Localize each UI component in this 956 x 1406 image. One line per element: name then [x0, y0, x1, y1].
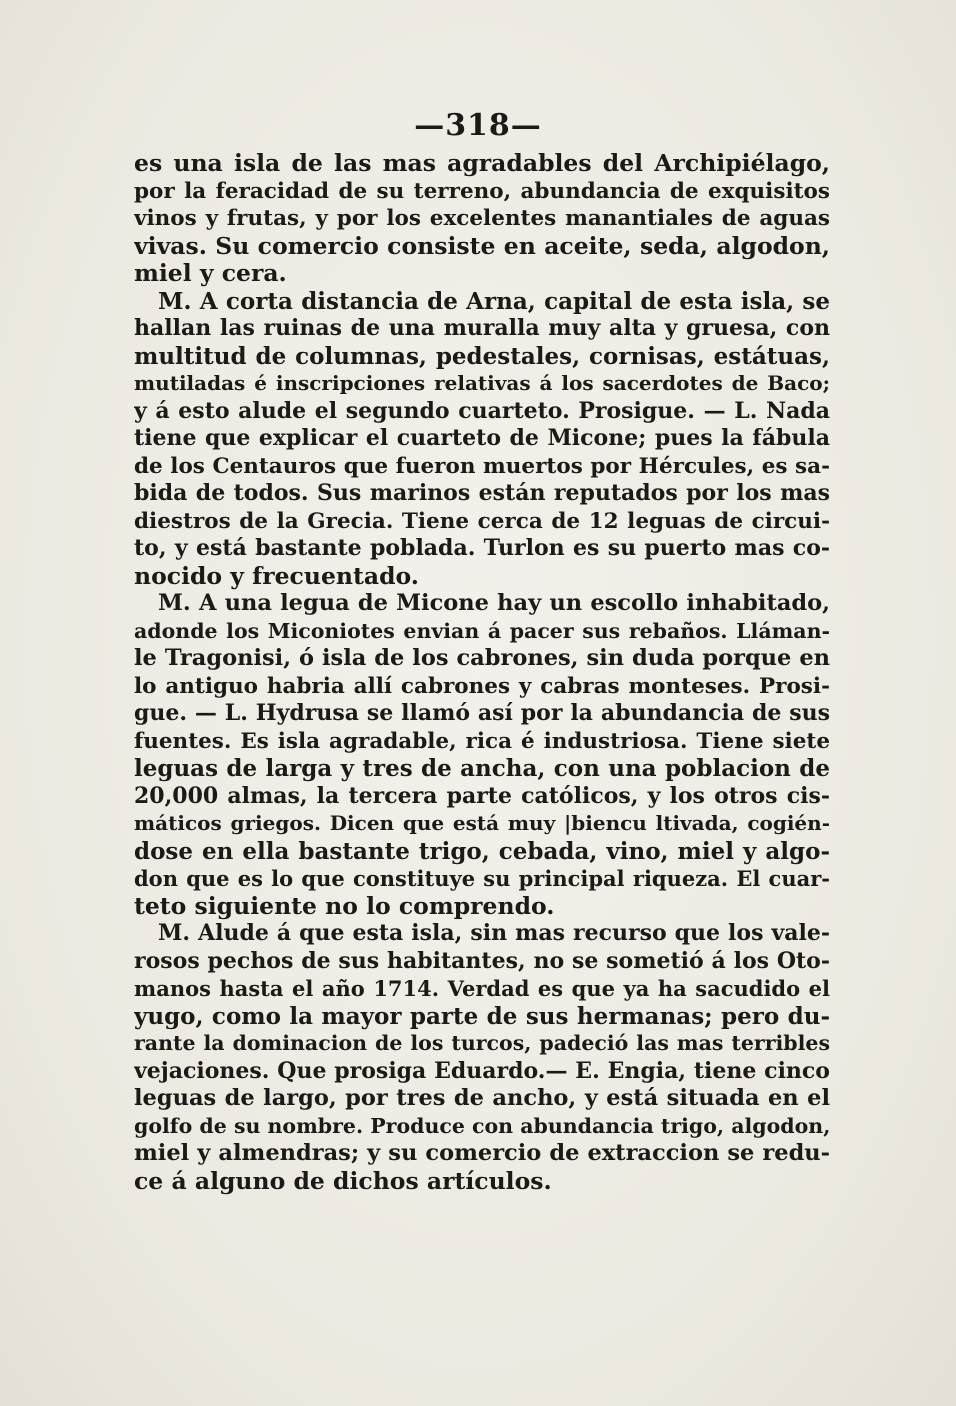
text-line: de los Centauros que fueron muertos por Hércules, es sa-: [134, 453, 830, 479]
text-line: don que es lo que constituye su principal riqueza. El cuar-: [134, 866, 830, 891]
text-line: to, y está bastante poblada. Turlon es su puerto mas co-: [134, 535, 830, 561]
text-line: tiene que explicar el cuarteto de Micone; pues la fábula: [134, 425, 830, 451]
text-line: leguas de larga y tres de ancha, con una poblacion de: [134, 755, 830, 782]
text-line: mutiladas é inscripciones relativas á los sacerdotes de Baco;: [134, 371, 830, 395]
text-line: vejaciones. Que prosiga Eduardo.— E. Engia, tiene cinco: [134, 1057, 830, 1084]
text-line: leguas de largo, por tres de ancho, y está situada en el: [134, 1085, 830, 1111]
text-line: dose en ella bastante trigo, cebada, vino, miel y algo-: [134, 837, 830, 865]
text-line: M. A una legua de Micone hay un escollo inhabitado,: [158, 590, 830, 616]
text-line: hallan las ruinas de una muralla muy alta y gruesa, con: [134, 315, 830, 341]
text-line: lo antiguo habria allí cabrones y cabras monteses. Prosi-: [134, 673, 830, 699]
text-line: adonde los Miconiotes envian á pacer sus rebaños. Lláman-: [134, 618, 830, 643]
text-line: fuentes. Es isla agradable, rica é industriosa. Tiene siete: [134, 728, 830, 754]
text-line: multitud de columnas, pedestales, cornisas, estátuas,: [134, 342, 830, 370]
body-text: [134, 150, 830, 1195]
text-line: y á esto alude el segundo cuarteto. Prosigue. — L. Nada: [134, 397, 830, 424]
page-number: —318—: [414, 108, 542, 143]
text-line: máticos griegos. Dicen que está muy |biencu ltivada, cogién-: [134, 811, 830, 835]
text-line: vivas. Su comercio consiste en aceite, seda, algodon,: [134, 232, 830, 260]
text-line: M. Alude á que esta isla, sin mas recurso que los vale-: [158, 920, 830, 946]
text-line: teto siguiente no lo comprendo.: [134, 892, 555, 920]
text-line: le Tragonisi, ó isla de los cabrones, sin duda porque en: [134, 645, 830, 671]
text-line: es una isla de las mas agradables del Archipiélago,: [134, 150, 830, 177]
text-line: rosos pechos de sus habitantes, no se sometió á los Oto-: [134, 947, 830, 974]
text-line: M. A corta distancia de Arna, capital de esta isla, se: [158, 287, 830, 315]
text-line: miel y cera.: [134, 260, 287, 287]
text-line: bida de todos. Sus marinos están reputados por los mas: [134, 480, 830, 506]
text-line: ce á alguno de dichos artículos.: [134, 1167, 552, 1195]
text-line: 20,000 almas, la tercera parte católicos, y los otros cis-: [134, 782, 830, 809]
text-line: golfo de su nombre. Produce con abundancia trigo, algodon,: [134, 1113, 830, 1138]
text-line: por la feracidad de su terreno, abundancia de exquisitos: [134, 178, 830, 204]
text-line: yugo, como la mayor parte de sus hermanas; pero du-: [134, 1002, 830, 1030]
text-line: gue. — L. Hydrusa se llamó así por la abundancia de sus: [134, 700, 830, 726]
text-line: nocido y frecuentado.: [134, 562, 419, 590]
text-line: rante la dominacion de los turcos, padeció las mas terribles: [134, 1031, 830, 1055]
text-line: vinos y frutas, y por los excelentes manantiales de aguas: [134, 206, 830, 231]
text-line: diestros de la Grecia. Tiene cerca de 12 leguas de circui-: [134, 508, 830, 534]
text-line: manos hasta el año 1714. Verdad es que ya ha sacudido el: [134, 976, 830, 1001]
text-line: miel y almendras; y su comercio de extraccion se redu-: [134, 1140, 830, 1166]
